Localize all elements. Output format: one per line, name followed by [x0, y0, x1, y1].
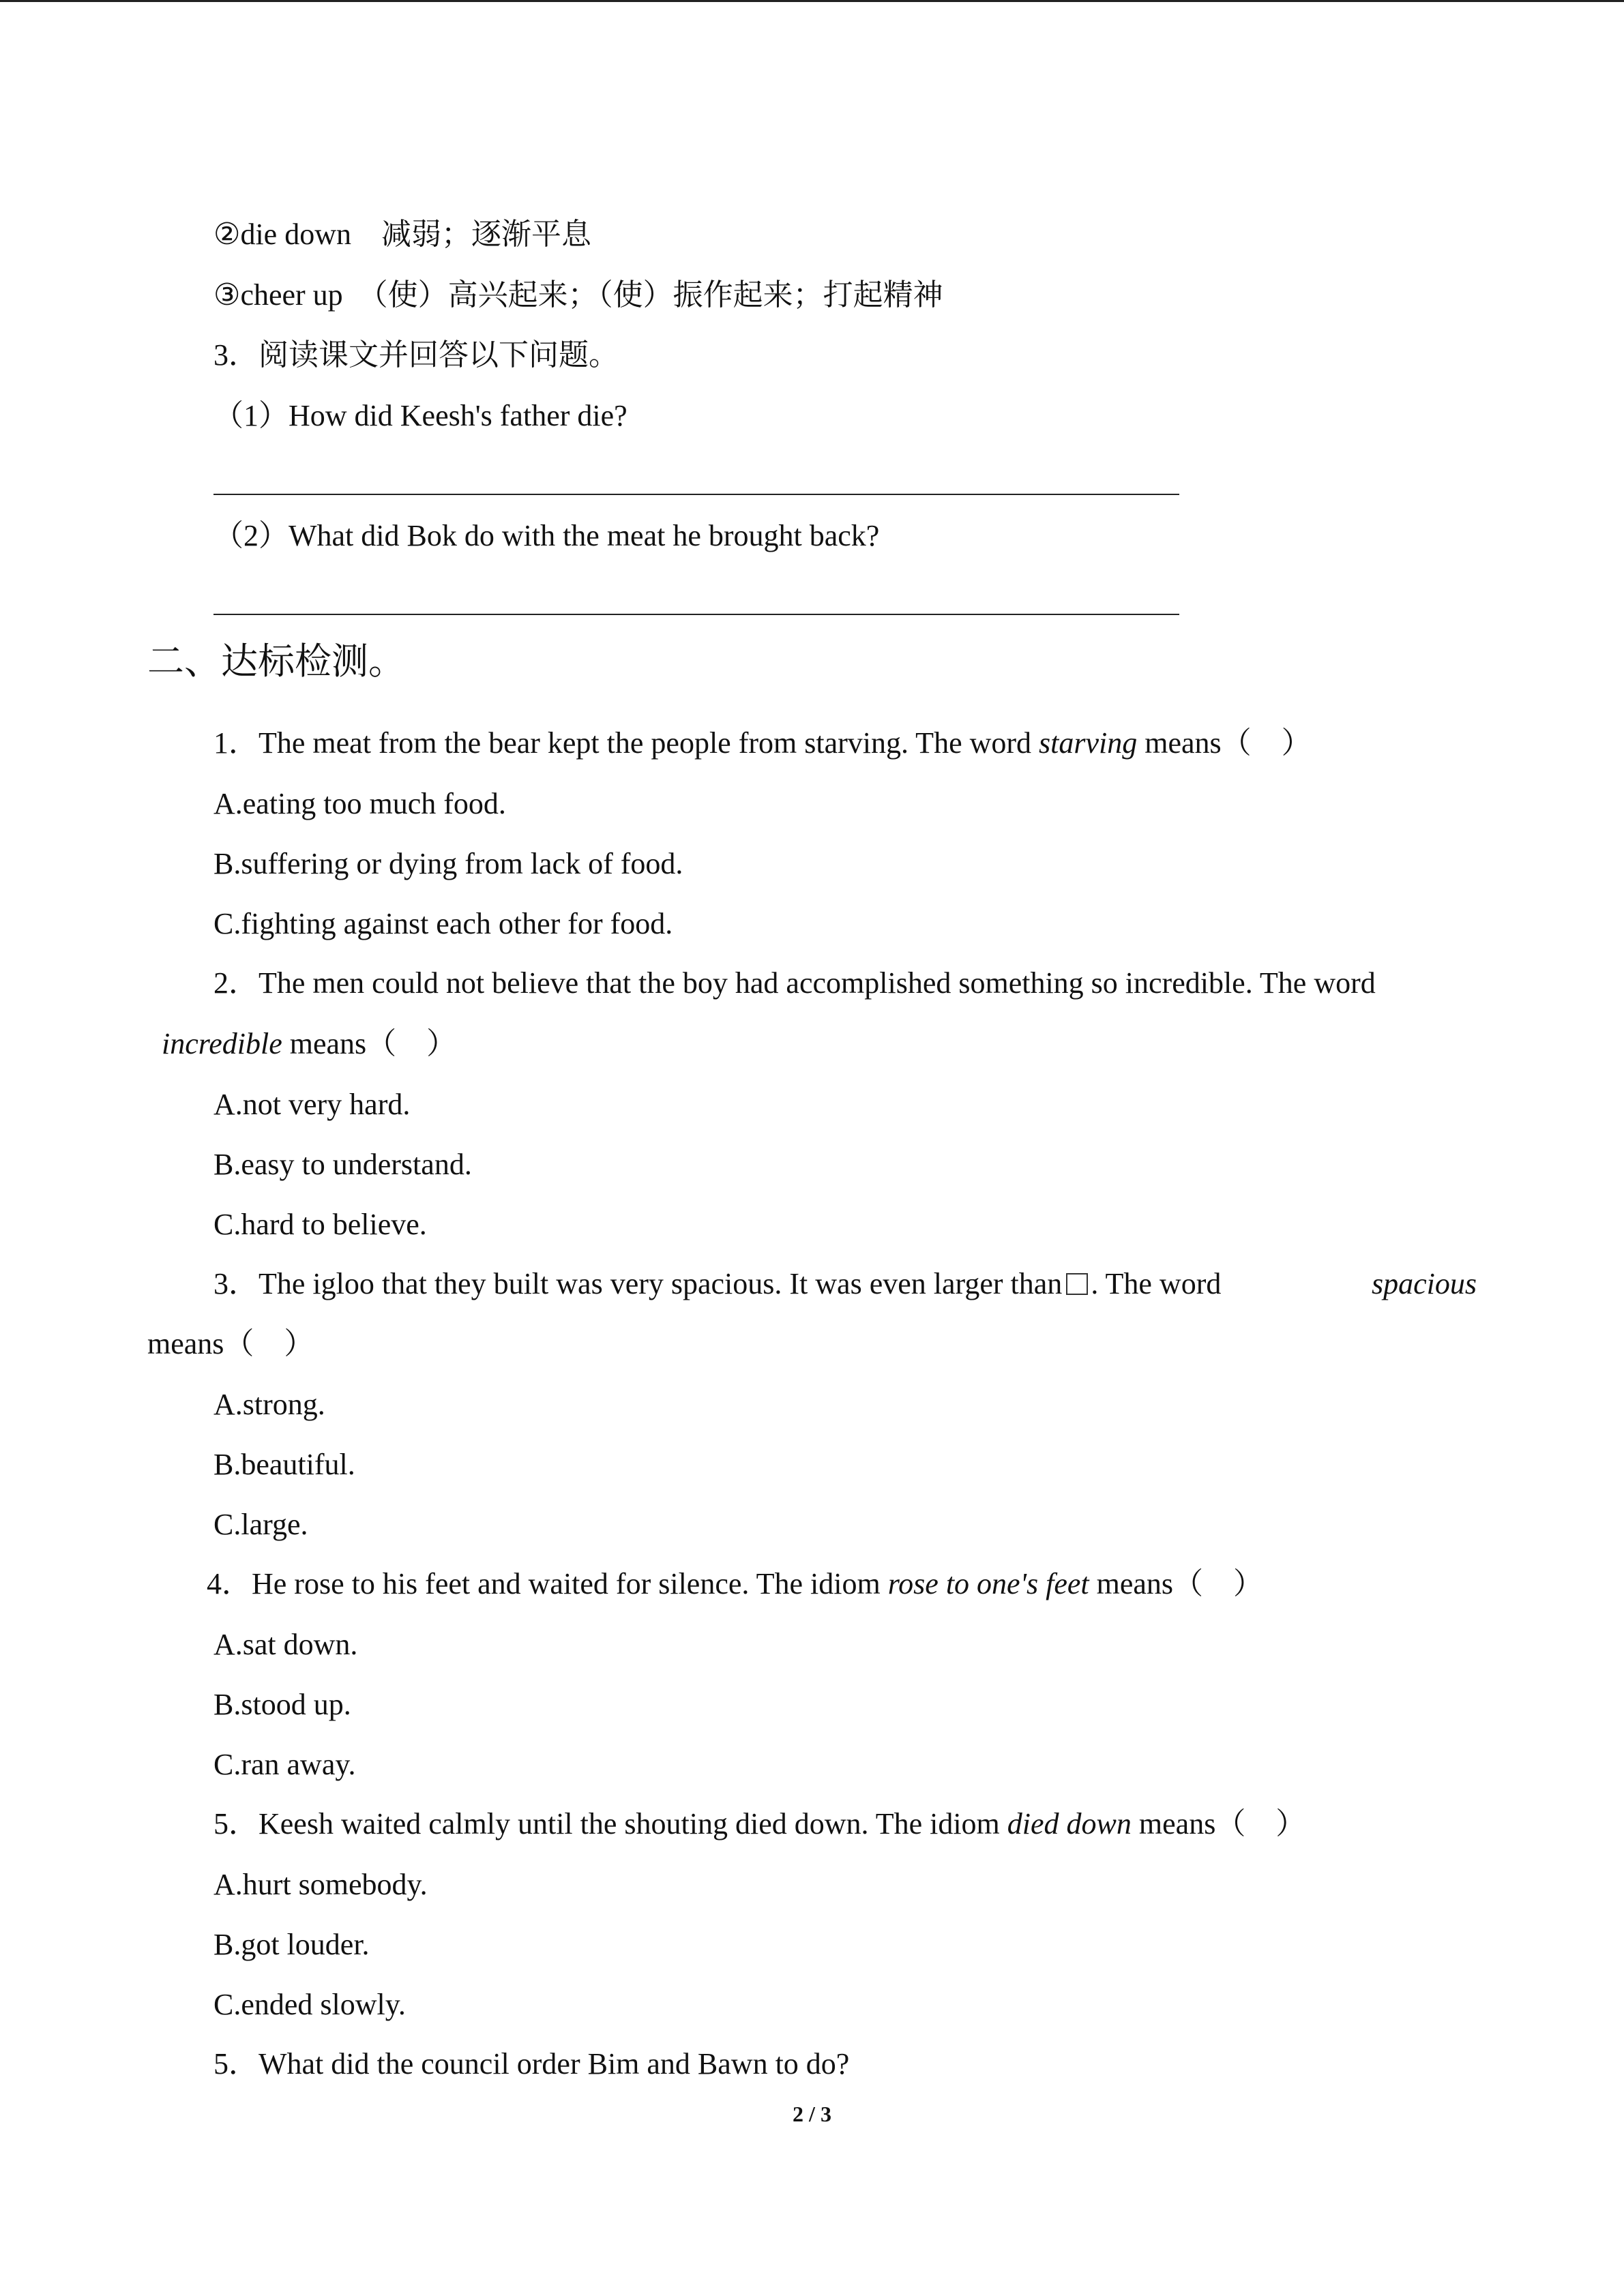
blank-box-icon	[1066, 1273, 1088, 1295]
question-3-option-b: B.beautiful.	[213, 1448, 355, 1481]
question-2-option-c: C.hard to believe.	[213, 1208, 427, 1241]
question-5-term: died down	[1007, 1807, 1132, 1840]
section-heading: 二、达标检测。	[147, 641, 405, 682]
question-4-option-b: B.stood up.	[213, 1688, 351, 1721]
question-2-term: incredible	[162, 1027, 282, 1060]
answer-line-2	[213, 614, 1179, 615]
question-3-term: spacious	[1372, 1267, 1477, 1300]
question-2-stem-line1: 2．The men could not believe that the boy had accomplished something so incredible. The word	[213, 966, 1376, 1000]
page-number: 2 / 3	[793, 2102, 831, 2126]
question-2-option-a: A.not very hard.	[213, 1088, 411, 1121]
answer-line-1	[213, 494, 1179, 495]
question-4-option-a: A.sat down.	[213, 1628, 358, 1661]
question-1-term: starving	[1039, 726, 1138, 760]
question-4-option-c: C.ran away.	[213, 1748, 356, 1781]
question-5-option-c: C.ended slowly.	[213, 1988, 406, 2021]
question-4-stem: 4．He rose to his feet and waited for silence. The idiom rose to one's feet means（ ）	[207, 1567, 1264, 1600]
vocab-item-die-down: ②die down 减弱；逐渐平息	[213, 218, 591, 251]
reading-instruction: 3．阅读课文并回答以下问题。	[213, 338, 619, 372]
question-5-stem: 5．Keesh waited calmly until the shouting died down. The idiom died down means（ ）	[213, 1807, 1306, 1840]
question-1-option-c: C.fighting against each other for food.	[213, 907, 673, 940]
question-4-term: rose to one's feet	[887, 1567, 1089, 1600]
question-1-option-b: B.suffering or dying from lack of food.	[213, 847, 683, 880]
vocab-item-cheer-up: ③cheer up （使）高兴起来；（使）振作起来；打起精神	[213, 278, 943, 312]
question-2-stem-line2: incredible means（ ）	[162, 1027, 457, 1060]
question-5-option-a: A.hurt somebody.	[213, 1868, 428, 1901]
question-3-stem-line2: means（ ）	[147, 1327, 314, 1360]
question-3-stem-line1: 3．The igloo that they built was very spacious. It was even larger than . The word spacious	[213, 1265, 1477, 1303]
question-3-option-a: A.strong.	[213, 1388, 325, 1421]
question-6-stem: 5．What did the council order Bim and Bawn to do?	[213, 2047, 850, 2081]
reading-question-1: （1）How did Keesh's father die?	[213, 399, 628, 432]
reading-question-2: （2）What did Bok do with the meat he brought back?	[213, 519, 880, 552]
page-top-border	[0, 0, 1624, 2]
question-5-option-b: B.got louder.	[213, 1928, 370, 1961]
question-2-option-b: B.easy to understand.	[213, 1148, 472, 1181]
question-1-stem: 1．The meat from the bear kept the people from starving. The word starving means（ ）	[213, 726, 1312, 760]
question-3-option-c: C.large.	[213, 1508, 308, 1541]
question-1-option-a: A.eating too much food.	[213, 787, 506, 820]
